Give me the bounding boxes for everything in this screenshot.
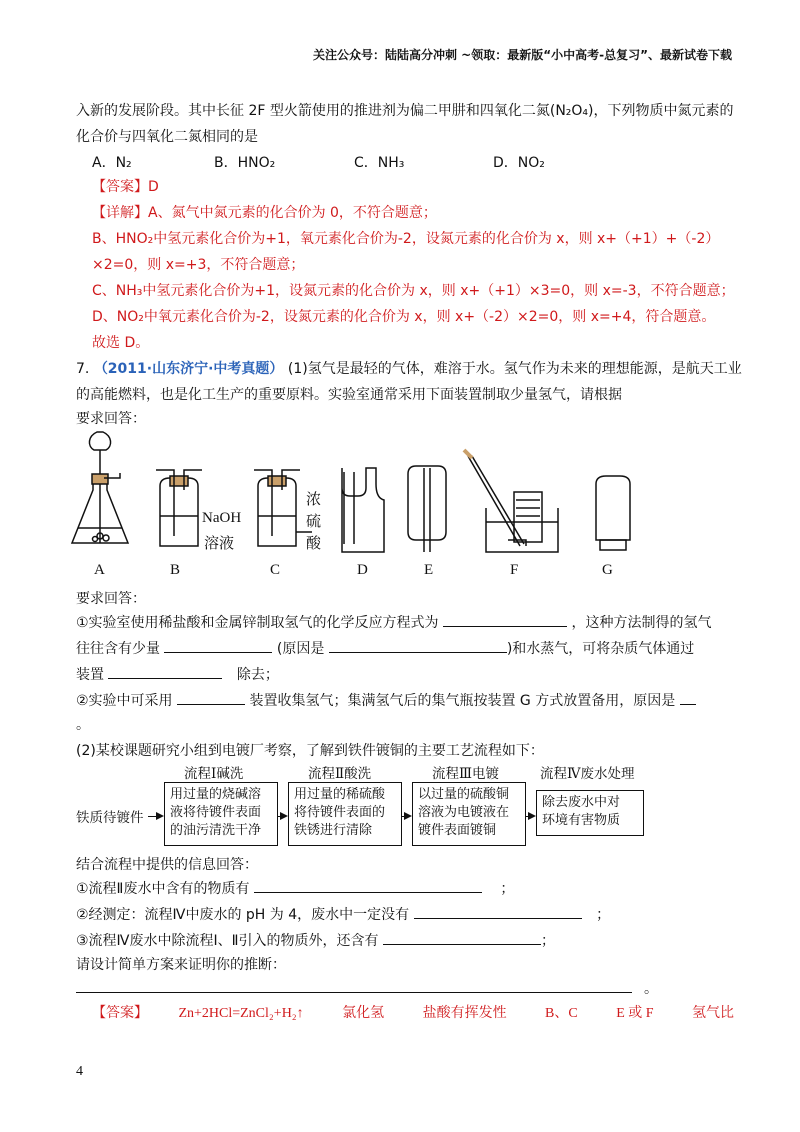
q7-combine: 结合流程中提供的信息回答：	[76, 857, 258, 873]
q6-option-a: A．N₂	[92, 155, 132, 171]
apparatus-a	[72, 432, 128, 543]
flow-title-4: 流程Ⅳ废水处理	[540, 766, 635, 782]
q6-stem-line1: 入新的发展阶段。其中长征 2F 型火箭使用的推进剂为偏二甲肼和四氧化二氮(N₂O₄)，下列物质中氮元素的	[76, 103, 734, 119]
q7-s4-end: 。	[644, 981, 658, 997]
label-c: C	[270, 562, 281, 578]
apparatus-e	[408, 466, 446, 552]
page-header: 关注公众号：陆陆高分冲刺 ~领取：最新版“小中高考-总复习”、最新试卷下载	[313, 48, 732, 62]
q6-detail-line: D、NO₂中氧元素化合价为-2，设氮元素的化合价为 x，则 x+（-2）×2=0，则 x=+4，符合题意。	[92, 309, 716, 325]
flow-box-3: 以过量的硫酸铜 溶液为电镀液在 镀件表面镀铜	[412, 782, 526, 846]
answer-blank-cause[interactable]	[680, 690, 696, 705]
q7-sub1-line2: 往往含有少量 (原因是 )和水蒸气，可将杂质气体通过	[76, 638, 694, 658]
label-a: A	[94, 562, 105, 578]
apparatus-b	[156, 470, 202, 546]
q6-detail-line: ×2=0，则 x=+3，不符合题意；	[92, 257, 305, 273]
answer-blank-s4[interactable]	[76, 978, 632, 993]
flow-box-1: 用过量的烧碱溶 液将待镀件表面 的油污清洗干净	[164, 782, 278, 846]
q6-stem-line2: 化合价与四氧化二氮相同的是	[76, 129, 258, 145]
answer-blank-s1[interactable]	[254, 878, 482, 893]
q7-answer: 【答案】 Zn+2HCl=ZnCl₂+H₂↑ 氯化氢 盐酸有挥发性 B、C E 或 F 氢气比	[92, 1005, 734, 1021]
q7-sub1-line3: 装置 除去；	[76, 664, 279, 684]
answer-blank-equation[interactable]	[443, 612, 567, 627]
q7-s1: ①流程Ⅱ废水中含有的物质有 ；	[76, 878, 514, 898]
flow-title-1: 流程Ⅰ碱洗	[184, 766, 244, 782]
flow-arrow	[278, 816, 286, 817]
flow-box-4: 除去废水中对 环境有害物质	[536, 790, 644, 836]
answer-blank-collect[interactable]	[177, 690, 245, 705]
q7-sub1-line1: ①实验室使用稀盐酸和金属锌制取氢气的化学反应方程式为 ，这种方法制得的氢气	[76, 612, 711, 632]
flow-arrow	[526, 816, 534, 817]
q6-option-d: D．NO₂	[493, 155, 545, 171]
flow-arrow	[148, 816, 162, 817]
answer-blank-s2[interactable]	[414, 904, 582, 919]
label-b: B	[170, 562, 181, 578]
q7-s3: ③流程Ⅳ废水中除流程Ⅰ、Ⅱ引入的物质外，还含有 ；	[76, 930, 555, 950]
q7-intro-1: (1)氢气是最轻的气体，难溶于水。氢气作为未来的理想能源，是航天工业	[287, 361, 742, 377]
naoh-label-2: 溶液	[204, 536, 235, 552]
page-number: 4	[76, 1064, 83, 1079]
q6-option-c: C．NH₃	[354, 155, 405, 171]
flow-arrow	[402, 816, 410, 817]
label-g: G	[602, 562, 613, 578]
label-f: F	[510, 562, 519, 578]
q7-header	[76, 358, 742, 378]
q6-detail-line: B、HNO₂中氢元素化合价为+1，氧元素化合价为-2，设氮元素的化合价为 x，则 x+（+1）+（-2）	[92, 231, 720, 247]
label-e: E	[424, 562, 434, 578]
apparatus-c	[254, 470, 312, 546]
question-source: （2011·山东济宁·中考真题）	[93, 361, 284, 377]
apparatus-g	[596, 476, 630, 550]
q7-s2: ②经测定：流程Ⅳ中废水的 pH 为 4，废水中一定没有 ；	[76, 904, 610, 924]
naoh-label: NaOH	[202, 510, 242, 526]
apparatus-d	[342, 468, 384, 552]
q7-intro-3: 要求回答：	[76, 411, 146, 427]
q6-detail-line: 故选 D。	[92, 335, 150, 351]
flow-start: 铁质待镀件	[76, 810, 144, 826]
answer-blank-s3[interactable]	[383, 930, 541, 945]
answer-blank-device[interactable]	[108, 664, 222, 679]
acid-label-1: 浓	[306, 492, 322, 508]
q6-answer: 【答案】D	[92, 179, 159, 195]
q7-prompt: 要求回答：	[76, 591, 146, 607]
flow-title-2: 流程Ⅱ酸洗	[308, 766, 372, 782]
q7-intro-2: 的高能燃料，也是化工生产的重要原料。实验室通常采用下面装置制取少量氢气，请根据	[76, 387, 622, 403]
question-number: 7.	[76, 361, 90, 377]
answer-blank-reason[interactable]	[329, 638, 507, 653]
q6-detail-line: C、NH₃中氢元素化合价为+1，设氮元素的化合价为 x，则 x+（+1）×3=0，则 x=-3，不符合题意；	[92, 283, 735, 299]
acid-label-2: 硫	[306, 514, 322, 530]
flow-box-2: 用过量的稀硫酸 将待镀件表面的 铁锈进行清除	[288, 782, 402, 846]
apparatus-f	[464, 450, 558, 552]
q6-detail-line: 【详解】A、氮气中氮元素的化合价为 0，不符合题意；	[92, 205, 437, 221]
q7-sub2-line1: ②实验中可采用 装置收集氢气；集满氢气后的集气瓶按装置 G 方式放置备用，原因是	[76, 690, 696, 710]
flow-title-3: 流程Ⅲ电镀	[432, 766, 500, 782]
q7-sub2-end: 。	[76, 717, 90, 733]
q7-part2: (2)某校课题研究小组到电镀厂考察，了解到铁件镀铜的主要工艺流程如下：	[76, 743, 544, 759]
answer-blank-impurity[interactable]	[164, 638, 272, 653]
label-d: D	[357, 562, 368, 578]
acid-label-3: 酸	[306, 536, 322, 552]
q7-s4: 请设计简单方案来证明你的推断：	[76, 957, 286, 973]
q6-option-b: B．HNO₂	[214, 155, 276, 171]
